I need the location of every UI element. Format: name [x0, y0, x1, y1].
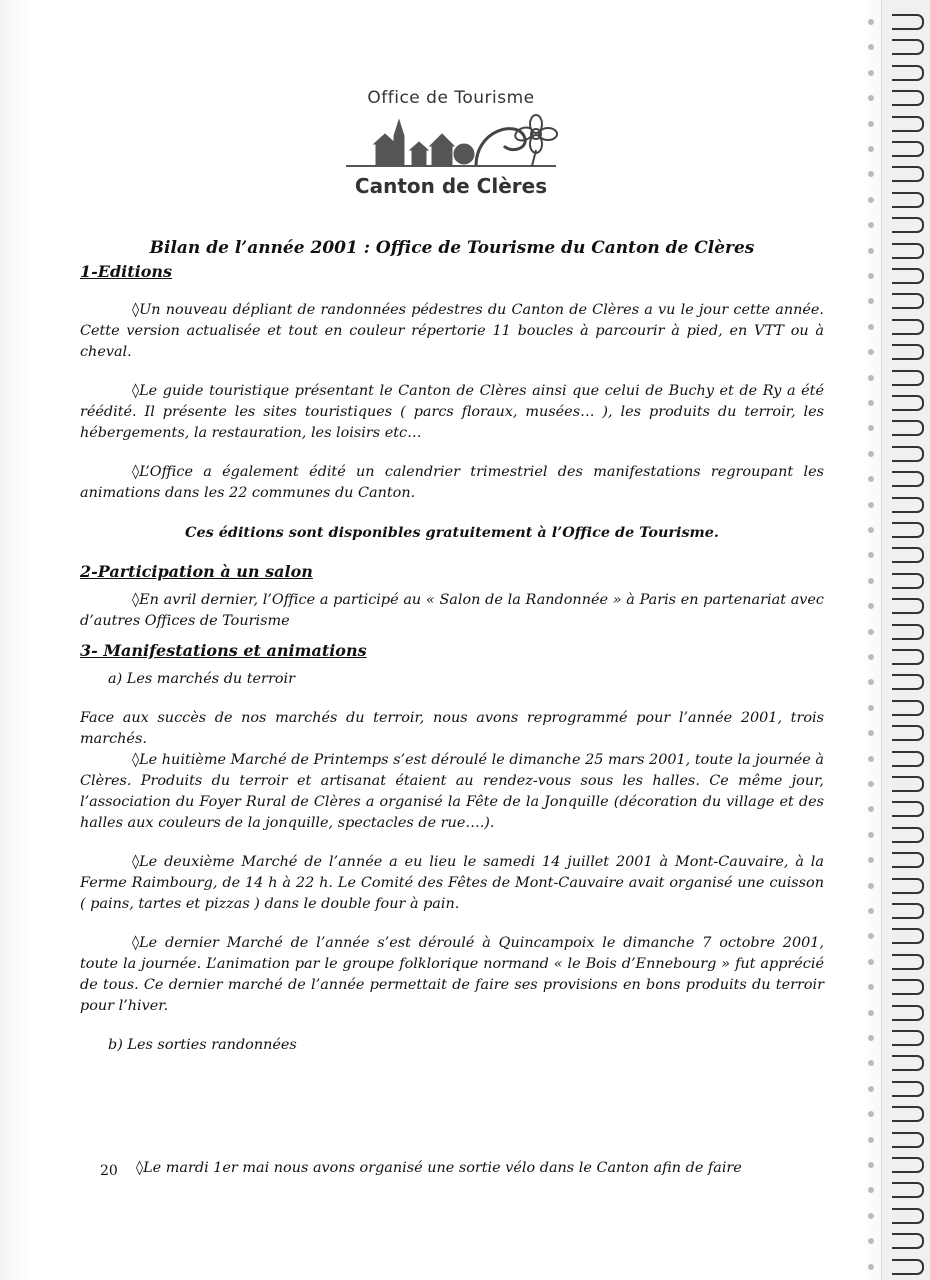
section-2-paragraph-1: ◊En avril dernier, l’Office a participé au « Salon de la Randonnée » à Paris en partenariat avec d’autres Offices de Tourisme	[80, 592, 824, 629]
binding-ring	[892, 471, 924, 487]
binding-hole	[868, 1010, 874, 1016]
binding-hole	[868, 400, 874, 406]
binding-hole	[868, 883, 874, 889]
binding-ring	[892, 90, 924, 106]
binding-hole	[868, 248, 874, 254]
binding-hole	[868, 19, 874, 25]
binding-ring	[892, 319, 924, 335]
binding-hole	[868, 70, 874, 76]
binding-ring	[892, 497, 924, 513]
binding-ring	[892, 1005, 924, 1021]
section-2-heading: 2-Participation à un salon	[80, 562, 313, 581]
binding-ring	[892, 344, 924, 360]
logo-line-1: Office de Tourisme	[367, 88, 535, 108]
binding-hole	[868, 578, 874, 584]
binding-hole	[868, 806, 874, 812]
binding-hole	[868, 1086, 874, 1092]
binding-hole	[868, 1213, 874, 1219]
binding-hole	[868, 171, 874, 177]
section-3-last-line: ◊Le mardi 1er mai nous avons organisé une sortie vélo dans le Canton afin de faire	[136, 1160, 742, 1176]
binding-hole	[868, 705, 874, 711]
binding-hole	[868, 298, 874, 304]
section-3-heading: 3- Manifestations et animations	[80, 641, 367, 660]
binding-hole	[868, 273, 874, 279]
binding-ring	[892, 192, 924, 208]
binding-hole	[868, 527, 874, 533]
spiral-binding	[881, 0, 930, 1280]
binding-ring	[892, 1132, 924, 1148]
binding-ring	[892, 166, 924, 182]
binding-hole	[868, 959, 874, 965]
binding-ring	[892, 928, 924, 944]
binding-ring	[892, 395, 924, 411]
binding-ring	[892, 573, 924, 589]
section-1-paragraph-1: ◊Un nouveau dépliant de randonnées pédestres du Canton de Clères a vu le jour cette année. Cette version actualisée et tout en couleur répertorie 11 boucles à parcourir à pied, en VTT ou à cheval.	[80, 302, 824, 360]
section-1-paragraph-3: ◊L’Office a également édité un calendrier trimestriel des manifestations regroupant les animations dans les 22 communes du Canton.	[80, 464, 824, 501]
binding-hole	[868, 908, 874, 914]
binding-hole	[868, 654, 874, 660]
binding-ring	[892, 827, 924, 843]
binding-ring	[892, 39, 924, 55]
binding-ring	[892, 979, 924, 995]
section-1-paragraph-2: ◊Le guide touristique présentant le Canton de Clères ainsi que celui de Buchy et de Ry a été réédité. Il présente les sites touristiques ( parcs floraux, musées… ), les produits du terroir, les hébergements, la restauration, les loisirs etc…	[80, 383, 824, 441]
page-number: 20	[100, 1163, 118, 1179]
binding-hole	[868, 756, 874, 762]
binding-ring	[892, 1081, 924, 1097]
binding-ring	[892, 547, 924, 563]
binding-hole	[868, 1035, 874, 1041]
section-3-paragraph-3: ◊Le dernier Marché de l’année s’est déroulé à Quincampoix le dimanche 7 octobre 2001, toute la journée. L’animation par le groupe folklorique normand « le Bois d’Ennebourg » fut apprécié de tous. Ce dernier marché de l’année permettait de faire ses provisions en bons produits du terroir pour l’hiver.	[80, 935, 824, 1014]
binding-ring	[892, 116, 924, 132]
binding-hole	[868, 1137, 874, 1143]
binding-hole	[868, 502, 874, 508]
binding-hole	[868, 984, 874, 990]
binding-hole	[868, 44, 874, 50]
village-silhouette-icon	[336, 110, 566, 174]
logo-line-2: Canton de Clères	[354, 174, 548, 198]
binding-ring	[892, 624, 924, 640]
section-3-intro: Face aux succès de nos marchés du terroir, nous avons reprogrammé pour l’année 2001, trois marchés.	[80, 710, 824, 747]
binding-ring	[892, 649, 924, 665]
office-tourisme-logo	[336, 88, 566, 208]
binding-hole	[868, 679, 874, 685]
binding-hole	[868, 95, 874, 101]
binding-hole	[868, 222, 874, 228]
document-body	[80, 238, 824, 1056]
binding-ring	[892, 141, 924, 157]
binding-ring	[892, 268, 924, 284]
binding-hole	[868, 629, 874, 635]
section-3-paragraph-2: ◊Le deuxième Marché de l’année a eu lieu le samedi 14 juillet 2001 à Mont-Cauvaire, à la Ferme Raimbourg, de 14 h à 22 h. Le Comité des Fêtes de Mont-Cauvaire avait organisé une cuisson ( pains, tartes et pizzas ) dans le double four à pain.	[80, 854, 824, 912]
binding-hole	[868, 552, 874, 558]
binding-ring	[892, 65, 924, 81]
binding-ring	[892, 1233, 924, 1249]
binding-hole	[868, 603, 874, 609]
binding-ring	[892, 725, 924, 741]
binding-hole	[868, 1187, 874, 1193]
binding-hole	[868, 832, 874, 838]
section-1-note: Ces éditions sont disponibles gratuitement à l’Office de Tourisme.	[185, 524, 719, 541]
binding-hole	[868, 425, 874, 431]
binding-ring	[892, 1106, 924, 1122]
binding-ring	[892, 878, 924, 894]
binding-hole	[868, 197, 874, 203]
binding-ring	[892, 522, 924, 538]
binding-ring	[892, 598, 924, 614]
binding-hole	[868, 1162, 874, 1168]
binding-ring	[892, 370, 924, 386]
binding-hole	[868, 781, 874, 787]
binding-ring	[892, 420, 924, 436]
binding-ring	[892, 446, 924, 462]
binding-ring	[892, 14, 924, 30]
section-3-paragraph-1: ◊Le huitième Marché de Printemps s’est déroulé le dimanche 25 mars 2001, toute la journée à Clères. Produits du terroir et artisanat étaient au rendez-vous sous les halles. Ce même jour, l’association du Foyer Rural de Clères a organisé la Fête de la Jonquille (décoration du village et des halles aux couleurs de la jonquille, spectacles de rue….).	[80, 752, 824, 831]
section-3-subheading-a: a) Les marchés du terroir	[108, 671, 295, 687]
binding-ring	[892, 751, 924, 767]
binding-ring	[892, 852, 924, 868]
binding-hole	[868, 730, 874, 736]
binding-ring	[892, 1182, 924, 1198]
binding-hole	[868, 146, 874, 152]
binding-hole	[868, 375, 874, 381]
section-3-subheading-b: b) Les sorties randonnées	[108, 1037, 297, 1053]
binding-hole	[868, 451, 874, 457]
section-1-heading: 1-Editions	[80, 262, 173, 281]
binding-hole	[868, 1060, 874, 1066]
binding-ring	[892, 674, 924, 690]
binding-ring	[892, 1208, 924, 1224]
binding-ring	[892, 243, 924, 259]
binding-hole	[868, 476, 874, 482]
binding-hole	[868, 324, 874, 330]
binding-hole	[868, 857, 874, 863]
binding-hole	[868, 1264, 874, 1270]
binding-hole	[868, 1111, 874, 1117]
binding-ring	[892, 1030, 924, 1046]
binding-ring	[892, 1055, 924, 1071]
binding-ring	[892, 801, 924, 817]
binding-hole	[868, 933, 874, 939]
binding-hole	[868, 349, 874, 355]
binding-ring	[892, 700, 924, 716]
binding-hole	[868, 1238, 874, 1244]
binding-ring	[892, 903, 924, 919]
binding-hole	[868, 121, 874, 127]
binding-ring	[892, 1259, 924, 1275]
binding-ring	[892, 1157, 924, 1173]
binding-ring	[892, 217, 924, 233]
binding-ring	[892, 776, 924, 792]
document-title: Bilan de l’année 2001 : Office de Tourisme du Canton de Clères	[149, 238, 755, 258]
binding-ring	[892, 293, 924, 309]
binding-ring	[892, 954, 924, 970]
